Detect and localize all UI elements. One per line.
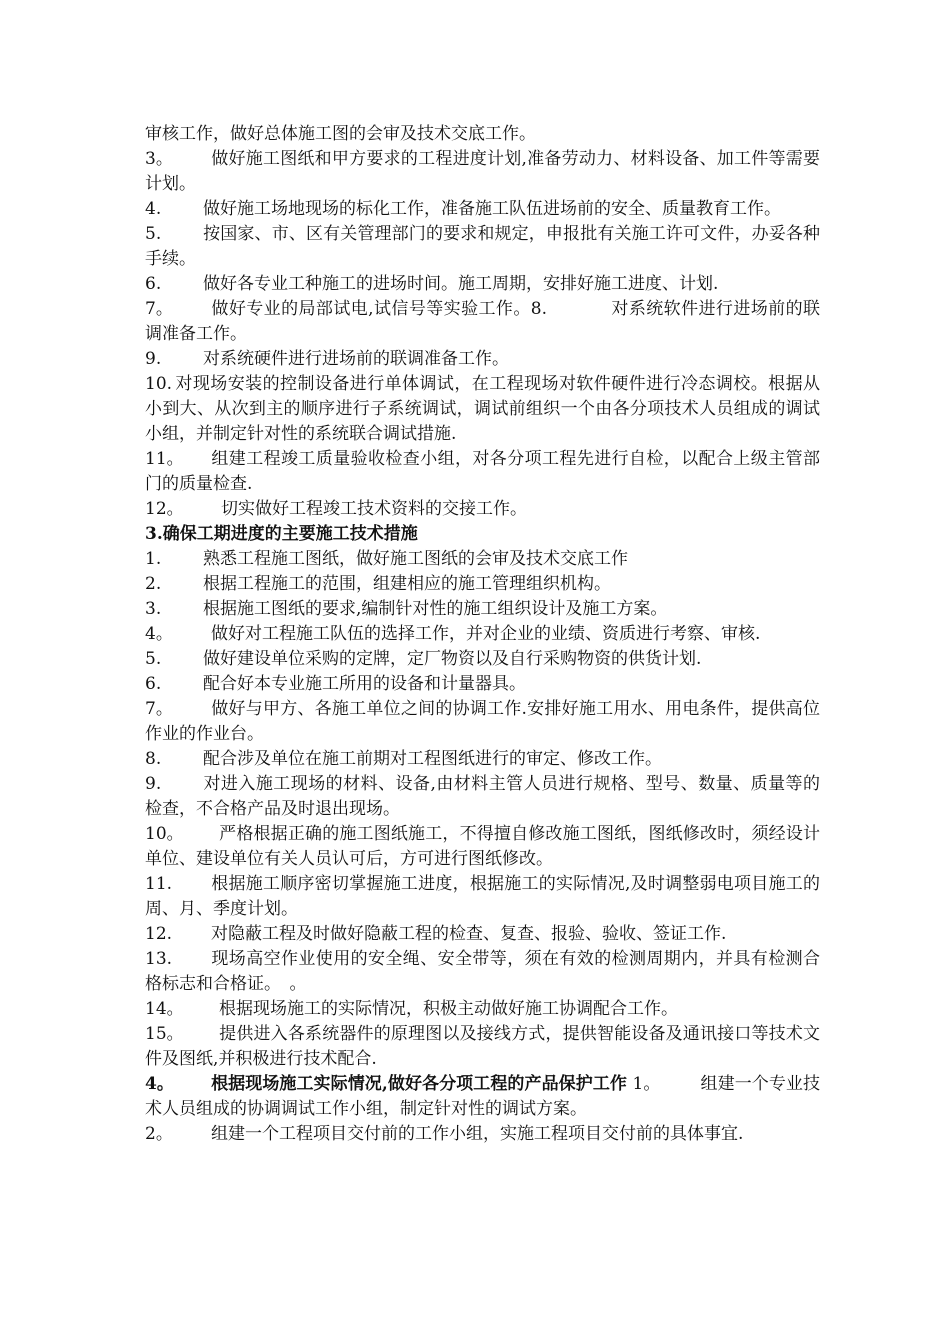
item-number: 1.	[145, 549, 162, 569]
item-text: 切实做好工程竣工技术资料的交接工作。	[221, 499, 527, 519]
item-number: 6.	[145, 274, 162, 294]
item-text: 做好施工图纸和甲方要求的工程进度计划,准备劳动力、材料设备、加工件等需要计划。	[145, 149, 820, 194]
list-item	[145, 997, 820, 1022]
item-text: 配合涉及单位在施工前期对工程图纸进行的审定、修改工作。	[203, 749, 662, 769]
item-number: 1。	[632, 1074, 661, 1094]
item-text: 按国家、市、区有关管理部门的要求和规定，申报批有关施工许可文件，办妥各种手续。	[145, 224, 820, 269]
item-text: 根据施工图纸的要求,编制针对性的施工组织设计及施工方案。	[203, 599, 668, 619]
item-number: 12.	[145, 924, 173, 944]
list-item	[145, 822, 820, 872]
intro-line: 审核工作，做好总体施工图的会审及技术交底工作。	[145, 124, 536, 144]
item-text: 做好建设单位采购的定牌，定厂物资以及自行采购物资的供货计划.	[203, 649, 702, 669]
item-text: 严格根据正确的施工图纸施工，不得擅自修改施工图纸，图纸修改时，须经设计单位、建设单位有关人员认可后，方可进行图纸修改。	[145, 824, 820, 869]
item-number: 3.	[145, 599, 162, 619]
item-text: 熟悉工程施工图纸，做好施工图纸的会审及技术交底工作	[203, 549, 628, 569]
list-item	[145, 622, 820, 647]
item-text: 对进入施工现场的材料、设备,由材料主管人员进行规格、型号、数量、质量等的检查，不合格产品及时退出现场。	[145, 774, 820, 819]
item-text: 根据施工顺序密切掌握施工进度，根据施工的实际情况,及时调整弱电项目施工的周、月、季度计划。	[145, 874, 820, 919]
list-item	[145, 1022, 820, 1072]
list-item	[145, 947, 820, 997]
item-text: 组建一个工程项目交付前的工作小组，实施工程项目交付前的具体事宜.	[211, 1124, 744, 1144]
list-item	[145, 497, 820, 522]
item-text: 对现场安装的控制设备进行单体调试，在工程现场对软件硬件进行冷态调校。根据从小到大、从次到主的顺序进行子系统调试，调试前组织一个由各分项技术人员组成的调试小组，并制定针对性的系统联合调试措施.	[145, 374, 820, 444]
list-item	[145, 772, 820, 822]
item-text: 对隐蔽工程及时做好隐蔽工程的检查、复查、报验、验收、签证工作.	[211, 924, 727, 944]
list-item	[145, 647, 820, 672]
item-text: 配合好本专业施工所用的设备和计量器具。	[203, 674, 526, 694]
item-number: 11。	[145, 449, 184, 469]
item-number: 7。	[145, 699, 173, 719]
list-item	[145, 272, 820, 297]
list-item	[145, 1122, 820, 1147]
item-number: 7。	[145, 299, 173, 319]
item-number: 5.	[145, 224, 162, 244]
item-number: 4。	[145, 624, 173, 644]
document-body	[145, 122, 820, 1147]
item-number: 10。	[145, 824, 184, 844]
list-item	[145, 872, 820, 922]
item-text: 做好与甲方、各施工单位之间的协调工作.安排好施工用水、用电条件，提供高位作业的作业台。	[145, 699, 820, 744]
list-item	[145, 747, 820, 772]
item-number: 8.	[530, 299, 547, 319]
section-heading: 3.确保工期进度的主要施工技术措施	[145, 524, 418, 544]
item-number: 9.	[145, 349, 162, 369]
item-text: 现场高空作业使用的安全绳、安全带等，须在有效的检测周期内，并具有检测合格标志和合格证。 。	[145, 949, 820, 994]
item-text: 组建一个专业技术人员组成的协调调试工作小组，制定针对性的调试方案。	[145, 1074, 821, 1119]
item-text: 做好各专业工种施工的进场时间。施工周期，安排好施工进度、计划.	[203, 274, 719, 294]
item-number: 15。	[145, 1024, 184, 1044]
list-item	[145, 572, 820, 597]
list-item	[145, 447, 820, 497]
list-item	[145, 297, 820, 347]
list-item	[145, 547, 820, 572]
item-text: 组建工程竣工质量验收检查小组，对各分项工程先进行自检，以配合上级主管部门的质量检查.	[145, 449, 820, 494]
item-number: 5.	[145, 649, 162, 669]
list-item	[145, 372, 820, 447]
item-number: 9.	[145, 774, 162, 794]
item-text: 做好施工场地现场的标化工作，准备施工队伍进场前的安全、质量教育工作。	[203, 199, 781, 219]
item-number: 10.	[145, 374, 173, 394]
section-heading: 根据现场施工实际情况,做好各分项工程的产品保护工作	[211, 1074, 627, 1094]
item-number: 8.	[145, 749, 162, 769]
item-text: 做好对工程施工队伍的选择工作，并对企业的业绩、资质进行考察、审核.	[211, 624, 761, 644]
item-text: 根据现场施工的实际情况，积极主动做好施工协调配合工作。	[219, 999, 678, 1019]
item-number: 12。	[145, 499, 184, 519]
item-number: 14。	[145, 999, 184, 1019]
item-number: 6.	[145, 674, 162, 694]
item-text: 根据工程施工的范围，组建相应的施工管理组织机构。	[203, 574, 611, 594]
section-heading-number: 4。	[145, 1074, 174, 1094]
item-text: 对系统软件进行进场前的联调准备工作。	[145, 299, 821, 344]
item-number: 2。	[145, 1124, 173, 1144]
list-item	[145, 922, 820, 947]
item-text: 做好专业的局部试电,试信号等实验工作。	[211, 299, 531, 319]
list-item	[145, 147, 820, 197]
list-item	[145, 197, 820, 222]
item-text: 对系统硬件进行进场前的联调准备工作。	[203, 349, 509, 369]
list-item	[145, 672, 820, 697]
item-number: 11.	[145, 874, 173, 894]
list-item	[145, 597, 820, 622]
list-item	[145, 347, 820, 372]
item-number: 2.	[145, 574, 162, 594]
list-item	[145, 1072, 820, 1122]
item-number: 13.	[145, 949, 173, 969]
item-text: 提供进入各系统器件的原理图以及接线方式，提供智能设备及通讯接口等技术文件及图纸,并积极进行技术配合.	[145, 1024, 820, 1069]
list-item	[145, 697, 820, 747]
item-number: 3。	[145, 149, 173, 169]
list-item	[145, 222, 820, 272]
item-number: 4.	[145, 199, 162, 219]
